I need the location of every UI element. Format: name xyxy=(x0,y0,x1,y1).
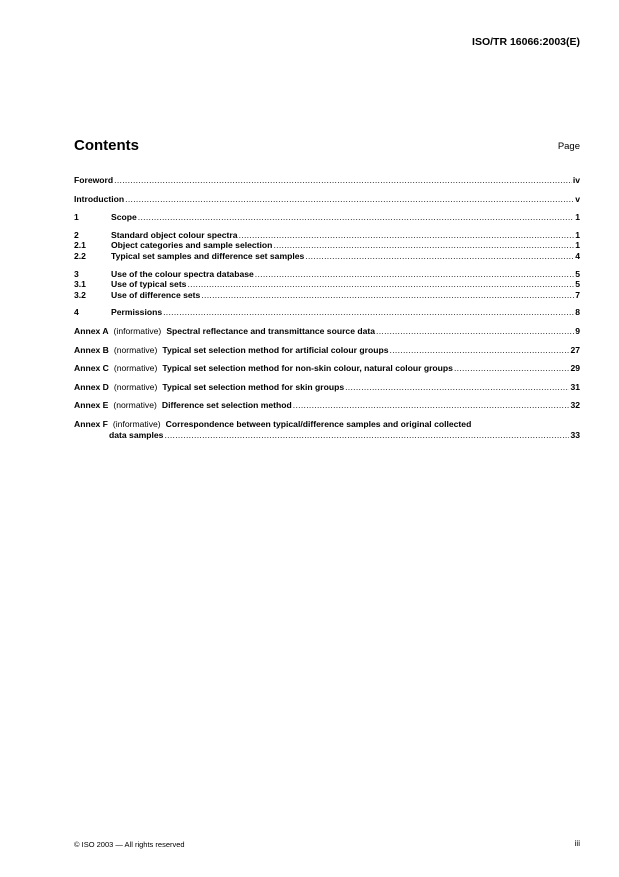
toc-title: Typical set samples and difference set samples xyxy=(111,250,305,261)
toc-page-number: 5 xyxy=(575,279,580,290)
table-of-contents xyxy=(74,175,580,440)
toc-entry-annex-c[interactable] xyxy=(74,363,580,374)
toc-title: Difference set selection method xyxy=(161,400,292,411)
toc-entry-foreword[interactable] xyxy=(74,175,580,186)
page-column-label: Page xyxy=(557,141,580,152)
annex-label: Annex A xyxy=(74,325,109,336)
leader-dots xyxy=(187,279,574,290)
leader-dots xyxy=(293,400,570,411)
toc-title: Scope xyxy=(111,212,137,223)
leader-dots xyxy=(201,290,574,301)
annex-kind: (normative) xyxy=(113,363,158,374)
toc-title: Permissions xyxy=(111,307,163,318)
toc-title: Introduction xyxy=(74,193,125,204)
toc-section-number: 3 xyxy=(74,268,79,279)
toc-entry-2[interactable] xyxy=(74,230,580,241)
toc-entry-annex-b[interactable] xyxy=(74,345,580,356)
annex-label: Annex B xyxy=(74,344,109,355)
toc-page-number: iv xyxy=(572,175,580,185)
annex-label: Annex C xyxy=(74,363,109,374)
annex-kind: (informative) xyxy=(113,325,162,336)
toc-section-number: 2.2 xyxy=(74,250,86,261)
toc-title: Typical set selection method for skin groups xyxy=(162,381,345,392)
toc-entry-1[interactable] xyxy=(74,212,580,223)
annex-label: Annex E xyxy=(74,400,109,411)
leader-dots xyxy=(345,382,569,393)
toc-page-number: 31 xyxy=(570,381,580,392)
annex-kind: (normative) xyxy=(113,344,158,355)
annex-label: Annex F xyxy=(74,418,108,429)
toc-page-number: 9 xyxy=(575,325,580,336)
toc-title-line2: data samples xyxy=(109,429,164,440)
toc-page-number: 4 xyxy=(575,250,580,261)
toc-page-number: 27 xyxy=(570,344,580,355)
toc-title: Spectral reflectance and transmittance source data xyxy=(166,325,376,336)
toc-title-line1: Correspondence between typical/difference samples and original collected xyxy=(165,418,472,429)
leader-dots xyxy=(454,363,569,374)
toc-page-number: 8 xyxy=(575,307,580,318)
toc-entry-annex-f[interactable] xyxy=(74,419,580,440)
toc-page-number: 1 xyxy=(575,212,580,223)
leader-dots xyxy=(305,251,574,262)
toc-entry-2-2[interactable] xyxy=(74,251,580,262)
toc-entry-annex-e[interactable] xyxy=(74,400,580,411)
toc-page-number: 1 xyxy=(575,240,580,251)
toc-section-number: 3.2 xyxy=(74,289,86,300)
leader-dots xyxy=(125,194,574,205)
leader-dots xyxy=(164,430,569,441)
annex-label: Annex D xyxy=(74,381,109,392)
leader-dots xyxy=(114,175,572,186)
toc-section-number: 4 xyxy=(74,307,79,318)
leader-dots xyxy=(163,307,574,318)
contents-heading: Contents xyxy=(74,137,139,154)
toc-page-number: 33 xyxy=(570,429,580,440)
toc-entry-introduction[interactable] xyxy=(74,194,580,205)
toc-title: Standard object colour spectra xyxy=(111,229,238,240)
annex-kind: (normative) xyxy=(113,381,158,392)
leader-dots xyxy=(273,240,574,251)
toc-page-number: 7 xyxy=(575,289,580,300)
toc-title: Object categories and sample selection xyxy=(111,240,273,251)
toc-page-number: 1 xyxy=(575,229,580,240)
annex-kind: (normative) xyxy=(113,400,157,411)
toc-page-number: 5 xyxy=(575,268,580,279)
annex-kind: (informative) xyxy=(112,418,161,429)
toc-entry-3-1[interactable] xyxy=(74,279,580,290)
toc-title: Typical set selection method for artificial colour groups xyxy=(162,344,389,355)
toc-entry-annex-d[interactable] xyxy=(74,382,580,393)
toc-section-number: 2 xyxy=(74,229,79,240)
toc-section-number: 2.1 xyxy=(74,240,86,251)
leader-dots xyxy=(239,230,575,241)
leader-dots xyxy=(376,326,574,337)
toc-title: Use of the colour spectra database xyxy=(111,268,254,279)
document-id: ISO/TR 16066:2003(E) xyxy=(472,36,580,48)
toc-entry-annex-a[interactable] xyxy=(74,326,580,337)
toc-title: Typical set selection method for non-skin colour, natural colour groups xyxy=(162,363,453,374)
footer-copyright: © ISO 2003 — All rights reserved xyxy=(74,840,185,849)
leader-dots xyxy=(390,345,570,356)
toc-section-number: 1 xyxy=(74,212,79,223)
toc-entry-2-1[interactable] xyxy=(74,240,580,251)
toc-title: Use of difference sets xyxy=(111,289,201,300)
toc-entry-3[interactable] xyxy=(74,269,580,280)
footer-page-number: iii xyxy=(574,839,580,848)
leader-dots xyxy=(138,212,574,223)
toc-page-number: 29 xyxy=(570,363,580,374)
toc-entry-4[interactable] xyxy=(74,307,580,318)
toc-entry-3-2[interactable] xyxy=(74,290,580,301)
leader-dots xyxy=(255,269,574,280)
toc-title: Foreword xyxy=(74,175,114,185)
toc-page-number: v xyxy=(575,193,580,204)
toc-page-number: 32 xyxy=(570,400,580,411)
toc-section-number: 3.1 xyxy=(74,279,86,290)
toc-title: Use of typical sets xyxy=(111,279,187,290)
